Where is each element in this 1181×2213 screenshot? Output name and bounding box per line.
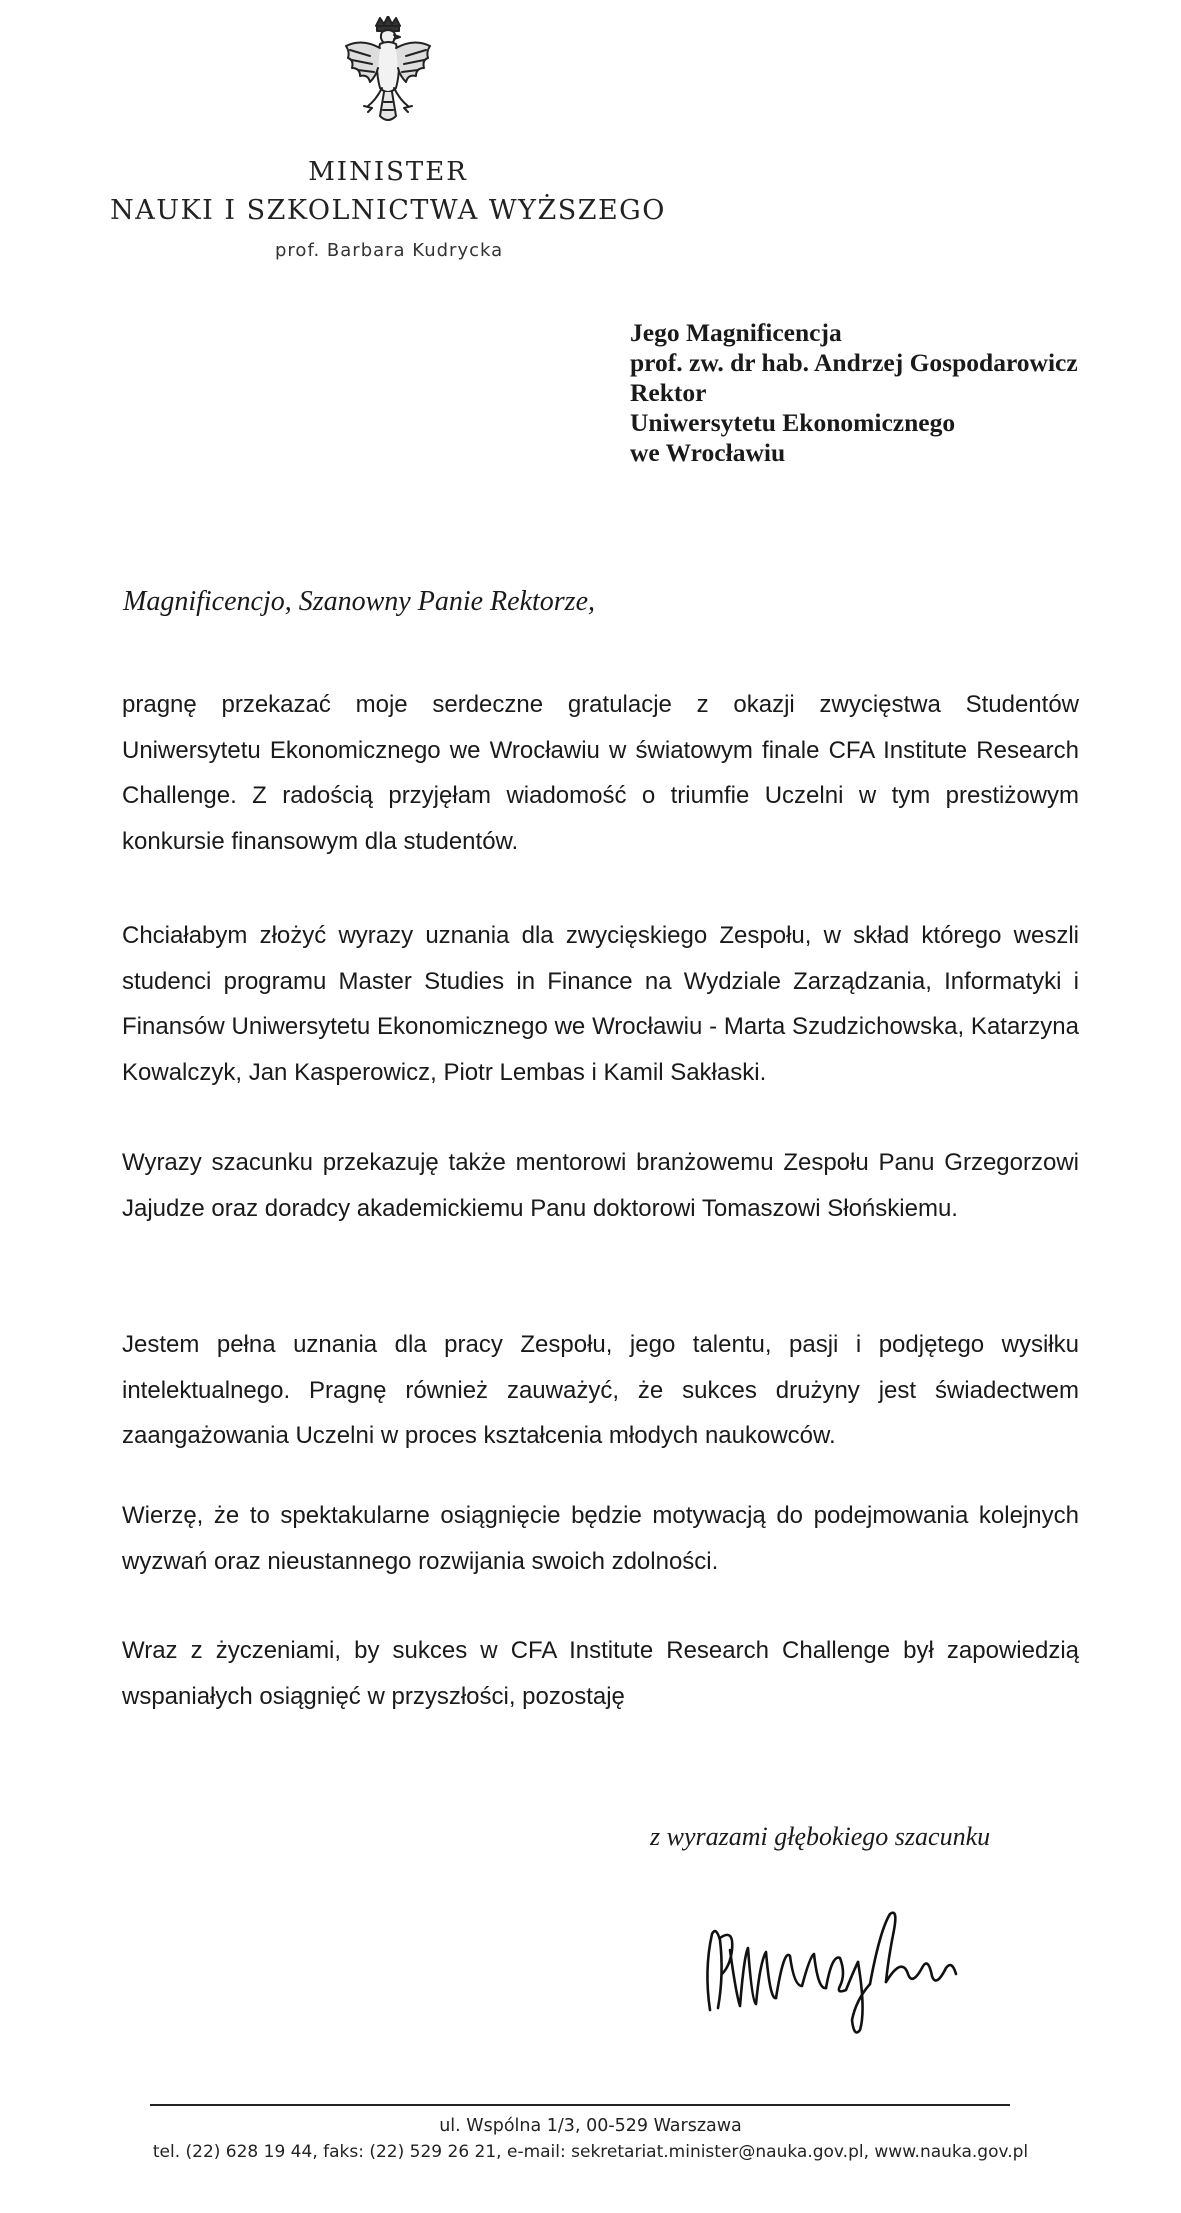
recipient-line: prof. zw. dr hab. Andrzej Gospodarowicz xyxy=(630,348,1078,377)
body-paragraph: Wyrazy szacunku przekazuję także mentorowi branżowemu Zespołu Panu Grzegorzowi Jajudze oraz doradcy akademickiemu Panu doktorowi Tomaszowi Słońskiemu. xyxy=(122,1149,1079,1222)
salutation: Magnificencjo, Szanowny Panie Rektorze, xyxy=(123,586,595,617)
recipient-line: we Wrocławiu xyxy=(630,438,786,467)
body-paragraph: Chciałabym złożyć wyrazy uznania dla zwycięskiego Zespołu, w skład którego weszli studenci programu Master Studies in Finance na Wydziale Zarządzania, Informatyki i Finansów Uniwersytetu Ekonomicznego we Wrocławiu - Marta Szudzichowska, Katarzyna Kowalczyk, Jan Kasperowicz, Piotr Lembas i Kamil Sakłaski. xyxy=(122,922,1079,1086)
white-eagle-emblem-icon xyxy=(340,16,436,128)
recipient-line: Jego Magnificencja xyxy=(630,318,842,347)
body-paragraph: pragnę przekazać moje serdeczne gratulacje z okazji zwycięstwa Studentów Uniwersytetu Ekonomicznego we Wrocławiu w światowym finale CFA Institute Research Challenge. Z radością przyjęłam wiadomość o triumfie Uczelni w tym prestiżowym konkursie finansowym dla studentów. xyxy=(122,691,1079,855)
minister-title: MINISTER xyxy=(308,157,468,187)
recipient-line: Rektor xyxy=(630,378,707,407)
body-paragraph: Wraz z życzeniami, by sukces w CFA Institute Research Challenge był zapowiedzią wspaniałych osiągnięć w przyszłości, pozostaję xyxy=(122,1637,1079,1710)
ministry-name: NAUKI I SZKOLNICTWA WYŻSZEGO xyxy=(110,195,666,226)
minister-person: prof. Barbara Kudrycka xyxy=(275,240,504,261)
handwritten-signature-icon xyxy=(690,1890,970,2040)
footer-divider xyxy=(150,2104,1010,2106)
closing-phrase: z wyrazami głębokiego szacunku xyxy=(650,1822,991,1851)
recipient-line: Uniwersytetu Ekonomicznego xyxy=(630,408,956,437)
body-paragraph: Jestem pełna uznania dla pracy Zespołu, jego talentu, pasji i podjętego wysiłku intelektualnego. Pragnę również zauważyć, że sukces drużyny jest świadectwem zaangażowania Uczelni w proces kształcenia młodych naukowców. xyxy=(122,1331,1079,1449)
recipient-address xyxy=(630,318,1160,468)
footer-contact: tel. (22) 628 19 44, faks: (22) 529 26 21, e-mail: sekretariat.minister@nauka.gov.pl, www.nauka.gov.pl xyxy=(152,2142,1029,2162)
body-paragraph: Wierzę, że to spektakularne osiągnięcie będzie motywacją do podejmowania kolejnych wyzwań oraz nieustannego rozwijania swoich zdolności. xyxy=(122,1502,1079,1575)
footer-address: ul. Wspólna 1/3, 00-529 Warszawa xyxy=(439,2116,742,2136)
